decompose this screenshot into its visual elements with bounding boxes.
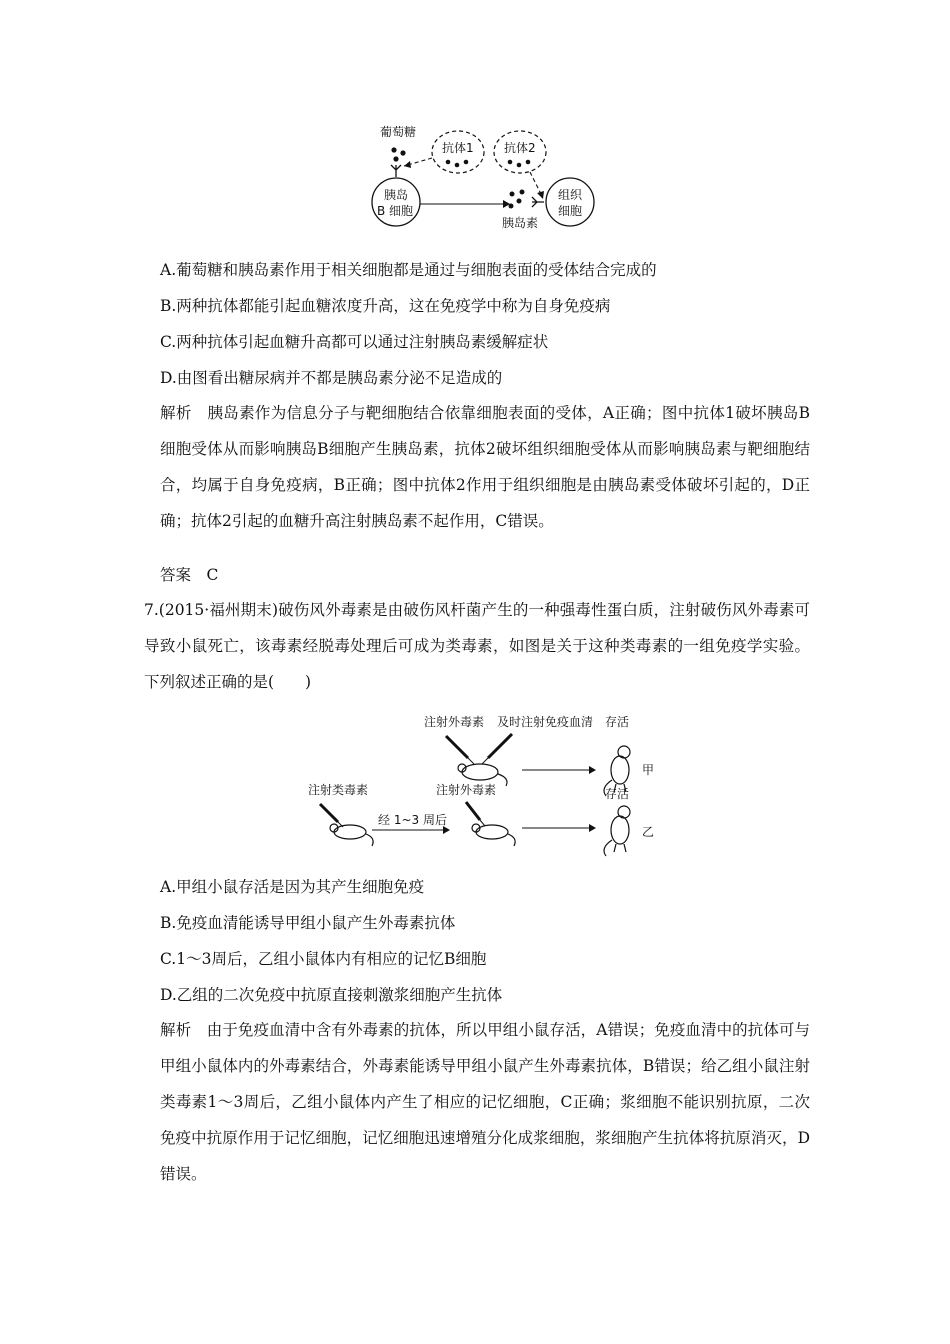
survive-top-label: 存活 bbox=[605, 715, 630, 729]
glucose-dot bbox=[393, 156, 398, 161]
tissue-cell-label: 细胞 bbox=[558, 204, 583, 218]
arrow-head-icon bbox=[443, 826, 450, 834]
mouse-icon bbox=[604, 806, 630, 856]
syringe-icon bbox=[446, 736, 474, 764]
glucose-dot bbox=[391, 147, 396, 152]
group-b-label: 乙 bbox=[642, 825, 655, 839]
q6-analysis: 解析 胰岛素作为信息分子与靶细胞结合依靠细胞表面的受体，A正确；图中抗体1破坏胰岛B细胞受体从而影响胰岛B细胞产生胰岛素，抗体2破坏组织细胞受体从而影响胰岛素与靶细胞结合，均属于自身免疫病，B正确；图中抗体2作用于组织细胞是由胰岛素受体破坏引起的，D正确；抗体2引起的血糖升高注射胰岛素不起作用，C错误。 bbox=[160, 404, 810, 530]
insulin-dot bbox=[517, 199, 522, 204]
q7-option-b: B.免疫血清能诱导甲组小鼠产生外毒素抗体 bbox=[160, 914, 456, 932]
beta-cell bbox=[372, 178, 420, 226]
antibody1-dot bbox=[455, 163, 460, 168]
q7-analysis: 解析 由于免疫血清中含有外毒素的抗体，所以甲组小鼠存活，A错误；免疫血清中的抗体可与甲组小鼠体内的外毒素结合，外毒素能诱导甲组小鼠产生外毒素抗体，B错误；给乙组小鼠注射类毒素1～3周后，乙组小鼠体内产生了相应的记忆细胞，C正确；浆细胞不能识别抗原，二次免疫中抗原作用于记忆细胞，记忆细胞迅速增殖分化成浆细胞，浆细胞产生抗体将抗原消灭，D错误。 bbox=[160, 1021, 810, 1183]
syringe-icon bbox=[466, 802, 485, 826]
antibody1-label: 抗体1 bbox=[442, 141, 474, 155]
q7-stem: 7.(2015·福州期末)破伤风外毒素是由破伤风杆菌产生的一种强毒性蛋白质，注射破伤风外毒素可导致小鼠死亡，该毒素经脱毒处理后可成为类毒素，如图是关于这种类毒素的一组免疫学实验。下列叙述正确的是( ) bbox=[144, 601, 810, 691]
q6-answer: 答案 C bbox=[160, 566, 219, 584]
q7-option-a: A.甲组小鼠存活是因为其产生细胞免疫 bbox=[160, 878, 425, 896]
q6-option-a: A.葡萄糖和胰岛素作用于相关细胞都是通过与细胞表面的受体结合完成的 bbox=[160, 261, 657, 279]
receptor-icon bbox=[391, 165, 401, 177]
antibody1-dot bbox=[464, 160, 469, 165]
arrow-head-icon bbox=[404, 161, 411, 168]
receptor-icon bbox=[532, 197, 544, 207]
inject-exotoxin-bottom-label: 注射外毒素 bbox=[436, 783, 497, 797]
antibody2-dot bbox=[517, 163, 522, 168]
antibody2-dot bbox=[526, 160, 531, 165]
inject-toxoid-label: 注射类毒素 bbox=[308, 783, 369, 797]
arrow-head-icon bbox=[589, 824, 596, 832]
tissue-cell-label: 组织 bbox=[558, 188, 583, 202]
syringe-icon bbox=[482, 734, 512, 764]
syringe-icon bbox=[320, 804, 343, 827]
toxoid-experiment-diagram bbox=[300, 708, 680, 868]
antibody2-label: 抗体2 bbox=[504, 141, 536, 155]
q6-option-d: D.由图看出糖尿病并不都是胰岛素分泌不足造成的 bbox=[160, 369, 503, 387]
insulin-dot bbox=[510, 192, 515, 197]
tissue-cell bbox=[546, 178, 594, 226]
mouse-icon bbox=[330, 824, 373, 846]
insulin-dot bbox=[509, 204, 514, 209]
q6-option-b: B.两种抗体都能引起血糖浓度升高，这在免疫学中称为自身免疫病 bbox=[160, 297, 611, 315]
antibody1-dot bbox=[446, 160, 451, 165]
inject-exotoxin-top-label: 注射外毒素 bbox=[424, 715, 485, 729]
group-a-label: 甲 bbox=[642, 763, 655, 777]
beta-cell-label: 胰岛 bbox=[384, 188, 409, 202]
survive-bottom-label: 存活 bbox=[605, 787, 630, 801]
insulin-label: 胰岛素 bbox=[502, 216, 539, 230]
q7-option-c: C.1～3周后，乙组小鼠体内有相应的记忆B细胞 bbox=[160, 950, 487, 968]
inject-serum-label: 及时注射免疫血清 bbox=[497, 715, 594, 729]
beta-cell-label: B 细胞 bbox=[377, 204, 414, 218]
q7-option-d: D.乙组的二次免疫中抗原直接刺激浆细胞产生抗体 bbox=[160, 986, 503, 1004]
q6-option-c: C.两种抗体引起血糖升高都可以通过注射胰岛素缓解症状 bbox=[160, 333, 549, 351]
mouse-icon bbox=[472, 824, 515, 846]
insulin-antibody-diagram bbox=[360, 120, 610, 240]
insulin-dot bbox=[520, 190, 525, 195]
weeks-label: 经 1~3 周后 bbox=[378, 813, 447, 827]
arrow-head-icon bbox=[537, 191, 544, 199]
arrow-head-icon bbox=[589, 766, 596, 774]
glucose-dot bbox=[400, 150, 405, 155]
glucose-label: 葡萄糖 bbox=[380, 125, 417, 139]
antibody2-dot bbox=[508, 160, 513, 165]
